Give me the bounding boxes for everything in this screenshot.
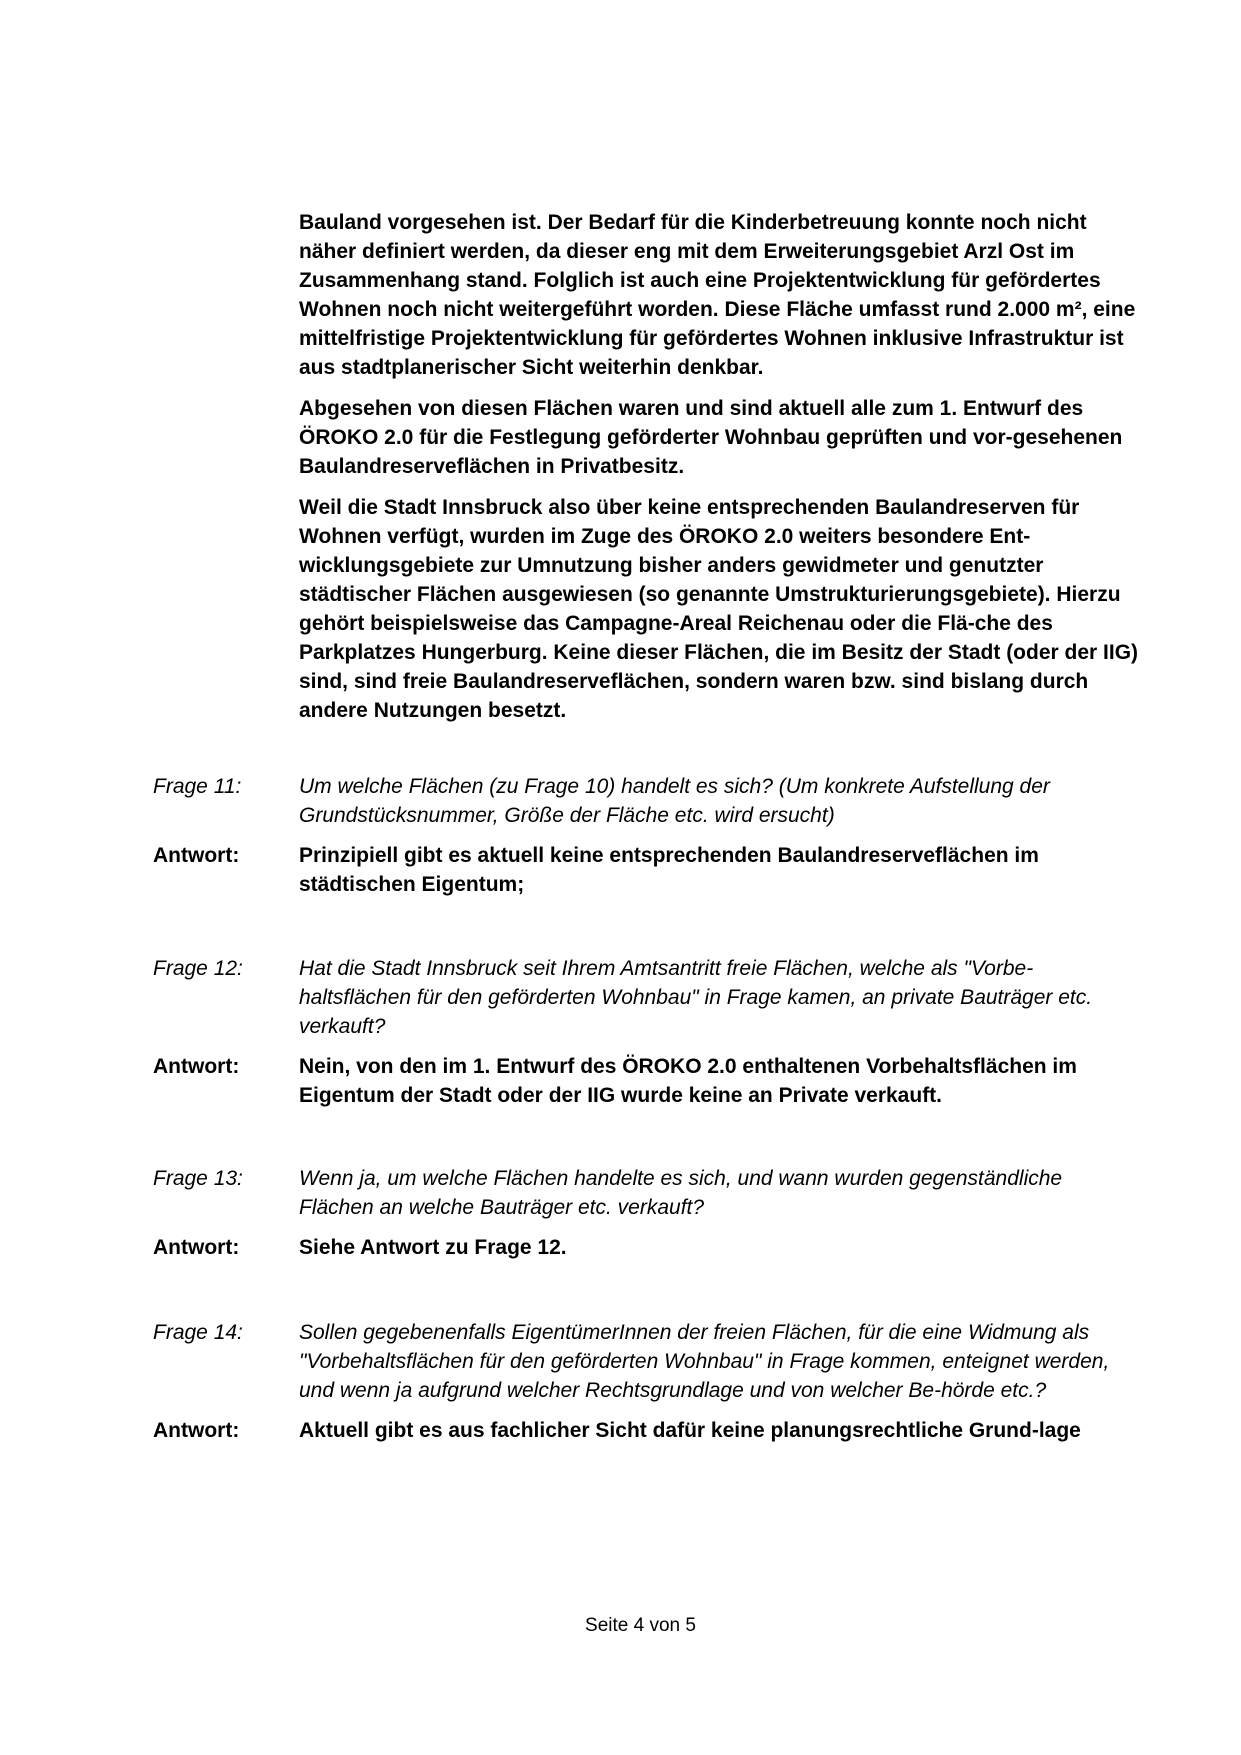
intro-paragraph-2: Abgesehen von diesen Flächen waren und sind aktuell alle zum 1. Entwurf des ÖROKO 2.0 für die Festlegung geförderter Wohnbau geprüften und vor-gesehenen Baulandreserveflächen in Privatbesitz. xyxy=(299,397,1123,478)
question-row xyxy=(153,954,1139,1041)
intro-paragraph-3: Weil die Stadt Innsbruck also über keine entsprechenden Baulandreserven für Wohnen verfügt, wurden im Zuge des ÖROKO 2.0 weiters besondere Ent-wicklungsgebiete zur Umnutzung bisher anders gewidmeter und genutzter städtischer Flächen ausgewiesen (so genannte Umstrukturierungsgebiete). Hierzu gehört beispielsweise das Campagne-Areal Reichenau oder die Flä-che des Parkplatzes Hungerburg. Keine dieser Flächen, die im Besitz der Stadt (oder der IIG) sind, sind freie Baulandreserveflächen, sondern waren bzw. sind bislang durch andere Nutzungen besetzt. xyxy=(299,496,1139,722)
qa-block-frage-14 xyxy=(153,1318,1139,1445)
intro-paragraph-1: Bauland vorgesehen ist. Der Bedarf für die Kinderbetreuung konnte noch nicht näher definiert werden, da dieser eng mit dem Erweiterungsgebiet Arzl Ost im Zusammenhang stand. Folglich ist auch eine Projektentwicklung für gefördertes Wohnen noch nicht weitergeführt worden. Diese Fläche umfasst rund 2.000 m², eine mittelfristige Projektentwicklung für gefördertes Wohnen inklusive Infrastruktur ist aus stadtplanerischer Sicht weiterhin denkbar. xyxy=(299,211,1136,379)
qa-block-frage-13 xyxy=(153,1164,1139,1262)
answer-label: Antwort: xyxy=(153,1236,240,1259)
question-row xyxy=(153,1164,1139,1222)
question-text: Wenn ja, um welche Flächen handelte es sich, und wann wurden gegenständliche Flächen an welche Bauträger etc. verkauft? xyxy=(299,1167,1063,1219)
answer-label: Antwort: xyxy=(153,844,240,867)
question-text: Sollen gegebenenfalls EigentümerInnen der freien Flächen, für die eine Widmung als "Vorbehaltsflächen für den geförderten Wohnbau" in Frage kommen, enteignet werden, und wenn ja aufgrund welcher Rechtsgrundlage und von welcher Be-hörde etc.? xyxy=(299,1321,1110,1402)
answer-row xyxy=(153,1416,1139,1445)
answer-label: Antwort: xyxy=(153,1055,240,1078)
question-label: Frage 14: xyxy=(153,1321,243,1344)
question-label: Frage 12: xyxy=(153,957,243,980)
answer-row xyxy=(153,841,1139,899)
question-row xyxy=(153,1318,1139,1405)
answer-text: Nein, von den im 1. Entwurf des ÖROKO 2.0 enthaltenen Vorbehaltsflächen im Eigentum der Stadt oder der IIG wurde keine an Private verkauft. xyxy=(299,1055,1077,1107)
answer-row xyxy=(153,1052,1139,1110)
question-row xyxy=(153,772,1139,830)
answer-label: Antwort: xyxy=(153,1419,240,1442)
page-number-footer: Seite 4 von 5 xyxy=(585,1615,696,1636)
qa-block-frage-11 xyxy=(153,772,1139,899)
question-label: Frage 13: xyxy=(153,1167,243,1190)
question-text: Hat die Stadt Innsbruck seit Ihrem Amtsantritt freie Flächen, welche als "Vorbe-haltsflächen für den geförderten Wohnbau" in Frage kamen, an private Bauträger etc. verkauft? xyxy=(299,957,1093,1038)
question-label: Frage 11: xyxy=(153,775,242,798)
intro-section xyxy=(299,208,1139,737)
qa-block-frage-12 xyxy=(153,954,1139,1110)
answer-text: Siehe Antwort zu Frage 12. xyxy=(299,1236,567,1259)
question-text: Um welche Flächen (zu Frage 10) handelt es sich? (Um konkrete Aufstellung der Grundstücksnummer, Größe der Fläche etc. wird ersucht) xyxy=(299,775,1050,827)
answer-row xyxy=(153,1233,1139,1262)
answer-text: Prinzipiell gibt es aktuell keine entsprechenden Baulandreserveflächen im städtischen Eigentum; xyxy=(299,844,1039,896)
answer-text: Aktuell gibt es aus fachlicher Sicht dafür keine planungsrechtliche Grund-lage xyxy=(299,1419,1081,1442)
